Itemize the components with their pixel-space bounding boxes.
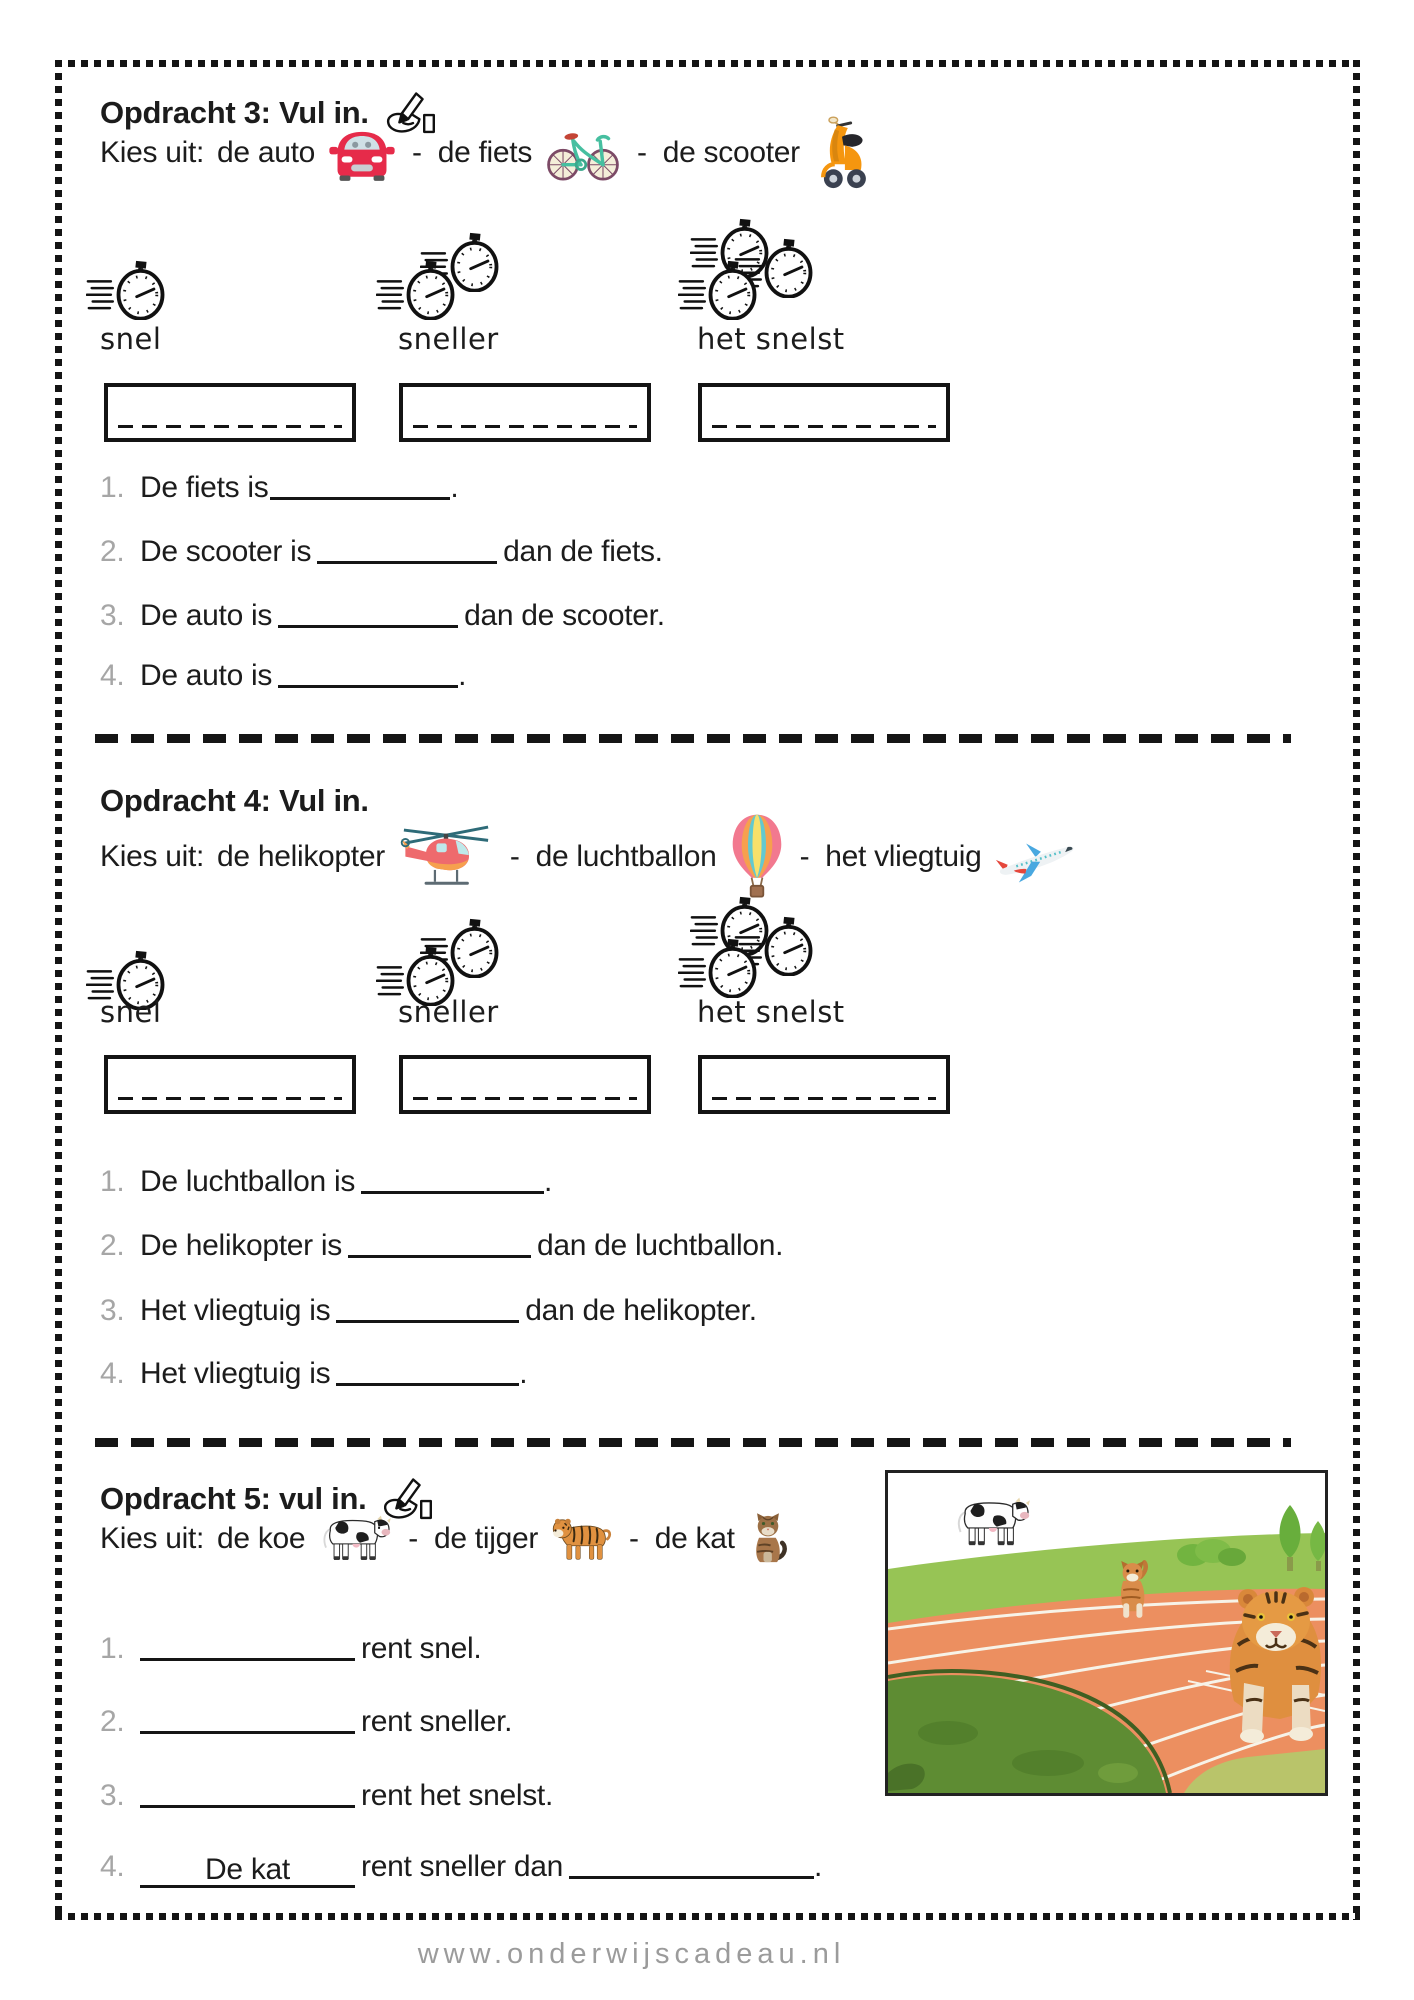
question-number: 3. — [100, 1294, 125, 1327]
question-line — [100, 1772, 553, 1815]
racetrack-illustration — [888, 1473, 1325, 1793]
question-text: dan de luchtballon. — [536, 1229, 784, 1262]
answer-box-writing-line — [712, 1097, 936, 1100]
question-text: De luchtballon is — [140, 1165, 356, 1198]
tiger-icon — [551, 1511, 613, 1567]
exercise3-title: Opdracht 3: Vul in. — [100, 95, 369, 130]
fill-blank — [140, 1701, 355, 1734]
separator-dash: - — [408, 1522, 418, 1555]
bicycle-icon — [545, 122, 621, 184]
question-text: rent het snelst. — [361, 1779, 553, 1812]
question-line — [100, 528, 663, 571]
exercise4-choices-row — [100, 810, 1080, 904]
question-line — [100, 1843, 822, 1886]
car-icon — [328, 125, 396, 181]
exercise3-choices-row — [100, 112, 871, 194]
question-number: 2. — [100, 535, 125, 568]
answer-box-writing-line — [712, 425, 936, 428]
question-text: . — [814, 1850, 823, 1883]
racetrack-scene-image — [885, 1470, 1328, 1796]
question-text: . — [519, 1357, 528, 1390]
stopwatch-icon — [678, 260, 766, 320]
speed-label-snel: snel — [100, 995, 162, 1029]
fill-blank — [569, 1846, 814, 1879]
fill-blank — [348, 1225, 531, 1258]
fill-blank — [140, 1775, 355, 1808]
question-text: De auto is — [140, 599, 273, 632]
cat-icon — [748, 1512, 788, 1566]
exercise5-title: Opdracht 5: vul in. — [100, 1481, 367, 1516]
stopwatch-group-sneller — [376, 918, 508, 1006]
question-number: 1. — [100, 1632, 125, 1665]
choice-label-luchtballon: de luchtballon — [535, 840, 717, 873]
question-line — [100, 1350, 527, 1393]
question-text: rent sneller. — [361, 1705, 513, 1738]
fill-blank — [278, 595, 458, 628]
question-number: 3. — [100, 599, 125, 632]
stopwatch-group-sneller — [376, 232, 508, 320]
choice-label-kat: de kat — [654, 1522, 735, 1555]
fill-blank — [270, 467, 450, 500]
question-text: De auto is — [140, 659, 273, 692]
separator-dash: - — [412, 136, 422, 169]
question-line — [100, 1625, 481, 1668]
answer-box-sneller — [399, 1055, 651, 1114]
answer-box-writing-line — [118, 425, 342, 428]
stopwatch-icon — [86, 260, 174, 320]
choice-label-scooter: de scooter — [662, 136, 800, 169]
section-divider — [95, 734, 1291, 743]
separator-dash: - — [509, 840, 520, 873]
question-text: dan de scooter. — [464, 599, 665, 632]
stopwatch-group-het-snelst — [678, 896, 822, 998]
speed-label-het-snelst: het snelst — [697, 322, 845, 356]
answer-box-het-snelst — [698, 1055, 950, 1114]
stopwatch-group-het-snelst — [678, 218, 822, 320]
question-text: . — [544, 1165, 553, 1198]
question-text: De fiets is — [140, 471, 269, 504]
question-text: rent sneller dan — [361, 1850, 563, 1883]
question-text: Het vliegtuig is — [140, 1357, 331, 1390]
answer-box-writing-line — [413, 425, 637, 428]
choice-label-koe: de koe — [217, 1522, 306, 1555]
answer-box-snel — [104, 383, 356, 442]
speed-label-het-snelst: het snelst — [697, 995, 845, 1029]
answer-box-sneller — [399, 383, 651, 442]
section-divider — [95, 1438, 1291, 1447]
page-border-top — [55, 60, 1360, 67]
speed-label-snel: snel — [100, 322, 162, 356]
question-text: De helikopter is — [140, 1229, 342, 1262]
cow-icon — [318, 1513, 392, 1565]
hot-air-balloon-icon — [730, 812, 784, 902]
page-border-right — [1353, 60, 1360, 1920]
page-border-bottom — [55, 1913, 1360, 1920]
question-line — [100, 592, 665, 635]
stopwatch-group-snel — [86, 260, 174, 320]
page-border-left — [55, 60, 62, 1920]
question-text: . — [458, 659, 467, 692]
speed-label-sneller: sneller — [398, 322, 499, 356]
question-text: dan de helikopter. — [525, 1294, 757, 1327]
choice-label-auto: de auto — [217, 136, 316, 169]
question-text: dan de fiets. — [503, 535, 663, 568]
stopwatch-icon — [376, 260, 464, 320]
question-line — [100, 1222, 783, 1265]
speed-label-sneller: sneller — [398, 995, 499, 1029]
website-footer: www.onderwijscadeau.nl — [417, 1938, 846, 1970]
question-text: De scooter is — [140, 535, 312, 568]
question-number: 4. — [100, 1850, 125, 1883]
question-number: 4. — [100, 1357, 125, 1390]
scooter-icon — [813, 115, 871, 191]
answer-box-snel — [104, 1055, 356, 1114]
question-line — [100, 464, 458, 507]
helicopter-icon — [398, 818, 494, 896]
question-number: 2. — [100, 1229, 125, 1262]
question-line — [100, 1287, 757, 1330]
question-text: rent snel. — [361, 1632, 482, 1665]
question-number: 4. — [100, 659, 125, 692]
answer-box-het-snelst — [698, 383, 950, 442]
question-text: Het vliegtuig is — [140, 1294, 331, 1327]
question-line — [100, 1158, 552, 1201]
choose-label: Kies uit: — [100, 136, 205, 169]
separator-dash: - — [799, 840, 810, 873]
exercise4-title: Opdracht 4: Vul in. — [100, 783, 369, 818]
fill-blank — [361, 1161, 544, 1194]
question-number: 2. — [100, 1705, 125, 1738]
question-line — [100, 652, 466, 695]
exercise5-choices-row — [100, 1508, 788, 1570]
answer-box-writing-line — [118, 1097, 342, 1100]
question-number: 1. — [100, 471, 125, 504]
question-number: 1. — [100, 1165, 125, 1198]
choose-label: Kies uit: — [100, 840, 205, 873]
fill-blank — [317, 531, 497, 564]
question-number: 3. — [100, 1779, 125, 1812]
separator-dash: - — [637, 136, 647, 169]
question-text: . — [450, 471, 459, 504]
fill-blank — [336, 1290, 519, 1323]
separator-dash: - — [629, 1522, 639, 1555]
choice-label-fiets: de fiets — [437, 136, 533, 169]
fill-blank — [336, 1353, 519, 1386]
choice-label-vliegtuig: het vliegtuig — [825, 840, 982, 873]
answer-box-writing-line — [413, 1097, 637, 1100]
choice-label-helikopter: de helikopter — [217, 840, 385, 873]
airplane-icon — [994, 830, 1080, 884]
choose-label: Kies uit: — [100, 1522, 205, 1555]
fill-blank-answered: De kat — [140, 1855, 355, 1888]
question-line — [100, 1698, 512, 1741]
choice-label-tijger: de tijger — [434, 1522, 539, 1555]
fill-blank — [140, 1628, 355, 1661]
fill-blank — [278, 655, 458, 688]
stopwatch-icon — [678, 938, 766, 998]
